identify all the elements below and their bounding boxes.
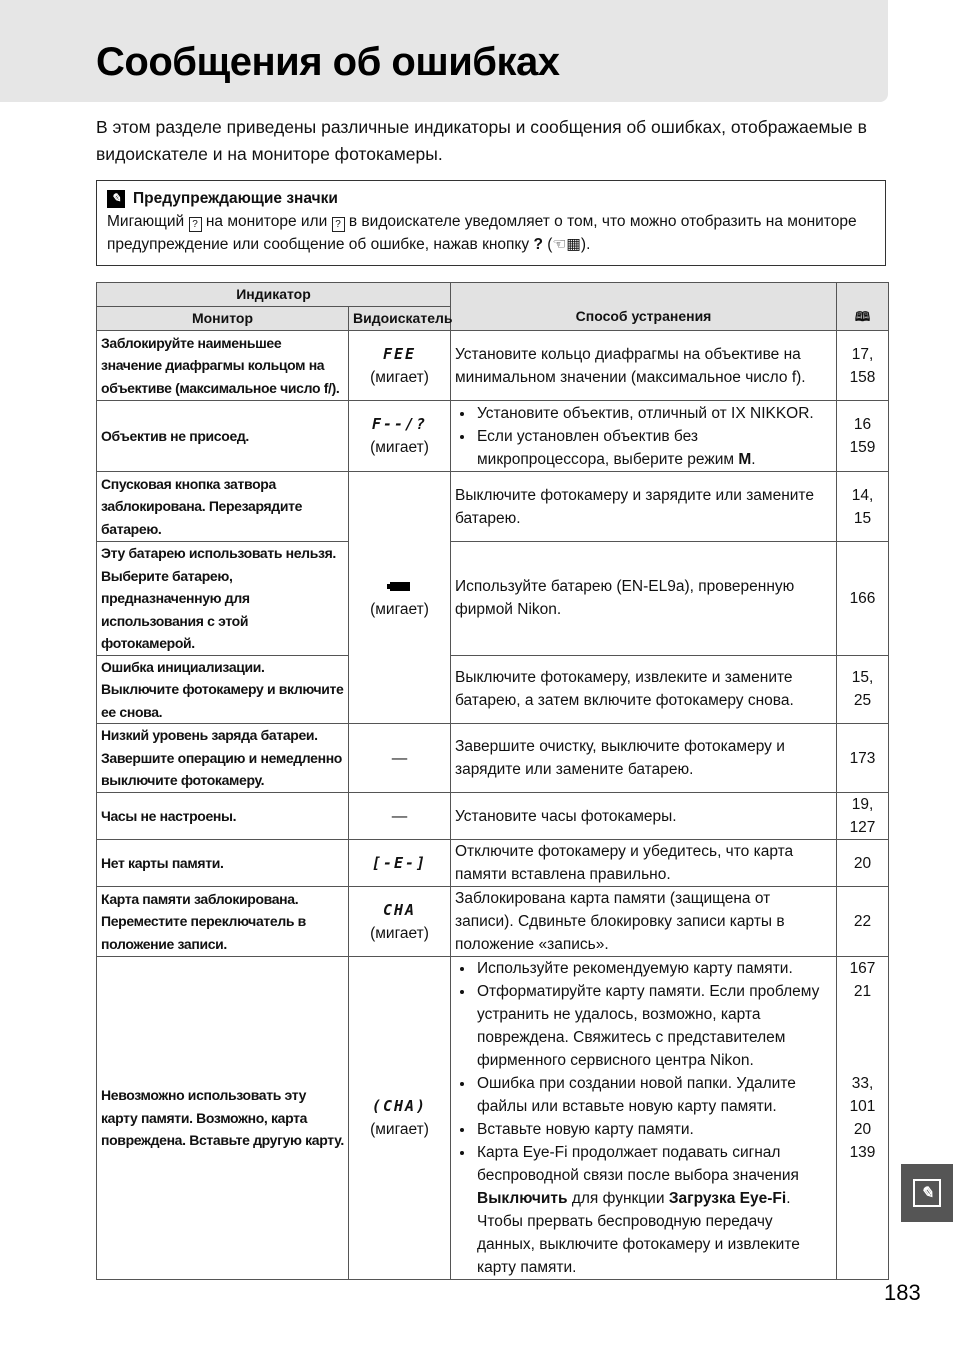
help-icon: ? [332,217,345,232]
fix-text: Отключите фотокамеру и убедитесь, что карта памяти вставлена правильно. [451,840,837,887]
pencil-note-icon: ✎ [107,190,125,208]
page-ref: 20 [837,840,889,887]
error-table [96,282,889,1280]
table-row [97,957,889,1280]
page-ref: 19, 127 [837,793,889,840]
viewfinder-indicator [349,472,451,724]
monitor-message: Карта памяти заблокирована. Переместите переключатель в положение записи. [97,887,349,957]
blinking-note: (мигает) [370,439,429,456]
viewfinder-indicator [349,887,451,957]
help-icon: ? [189,217,202,232]
fix-item: • Вставьте новую карту памяти. [475,1118,832,1141]
viewfinder-indicator [349,840,451,887]
note-text [107,210,875,256]
viewfinder-code: FEE [382,344,417,363]
fix-item-text: Карта Eye-Fi продолжает подавать сигнал беспроводной связи после выбора значения [477,1144,799,1184]
table-row [97,542,889,656]
page-ref: 16 159 [837,401,889,472]
fix-item [475,1141,832,1279]
page-ref: 22 [837,887,889,957]
fix-text: Выключите фотокамеру, извлеките и замените батарею, а затем включите фотокамеру снова. [451,655,837,724]
menu-function: Загрузка Eye-Fi [668,1190,787,1207]
monitor-message: Часы не настроены. [97,793,349,840]
blinking-note: (мигает) [370,368,429,386]
fix-text: Завершите очистку, выключите фотокамеру и зарядите или замените батарею. [451,724,837,793]
blinking-note: (мигает) [370,924,429,942]
fix-text: Установите кольцо диафрагмы на объективе на минимальном значении (максимальное число f). [451,331,837,401]
monitor-message: Невозможно использовать эту карту памяти. Возможно, карта повреждена. Вставьте другую карту. [97,957,349,1280]
battery-icon [390,582,410,591]
note-text-part: на мониторе или [205,213,328,230]
page-ref: 17, 158 [837,331,889,401]
table-row [97,655,889,724]
fix-item: • Отформатируйте карту памяти. Если проблему устранить не удалось, возможно, карта повреждена. Свяжитесь с представителем фирменного сервисного центра Nikon. [475,980,832,1072]
fix-item-text: . Чтобы прервать беспроводную передачу данных, выключите фотокамеру и извлеките карту памяти. [477,1190,800,1276]
viewfinder-indicator [349,401,451,472]
book-icon: 🕮 [854,309,871,324]
blinking-note: (мигает) [370,1121,429,1138]
note-heading: Предупреждающие значки [133,190,338,207]
viewfinder-code: F--/? [371,415,428,433]
fix-text: Выключите фотокамеру и зарядите или замените батарею. [451,472,837,542]
intro-text: В этом разделе приведены различные индикаторы и сообщения об ошибках, отображаемые в видоискателе и на мониторе фотокамеры. [96,117,867,164]
fix-item: • Используйте рекомендуемую карту памяти. [475,957,832,980]
monitor-message: Нет карты памяти. [97,840,349,887]
viewfinder-indicator [349,331,451,401]
page-ref: 173 [837,724,889,793]
note-icon: ✎ [913,1179,941,1207]
fix-text: Используйте батарею (EN-EL9a), проверенную фирмой Nikon. [451,542,837,656]
monitor-message: Ошибка инициализации. Выключите фотокамеру и включите ее снова. [97,655,349,724]
table-row [97,724,889,793]
viewfinder-code: [-E-] [371,853,428,872]
section-tab [901,1164,953,1222]
table-row [97,472,889,542]
monitor-message: Объектив не присоед. [97,401,349,472]
fix-item: • Ошибка при создании новой папки. Удалите файлы или вставьте новую карту памяти. [475,1072,832,1118]
note-text-part: в видоискателе уведомляет о том, что можно отобразить на мониторе предупреждение или сообщение об ошибке, нажав кнопку [107,213,857,253]
note-heading-row [107,187,875,210]
monitor-message: Эту батарею использовать нельзя. Выберите батарею, предназначенную для использования с этой фотокамерой. [97,542,349,656]
page-ref: 167 21 33, 101 20 139 [837,957,889,1280]
page-number: 183 [884,1280,921,1305]
header-viewfinder: Видоискатель [349,307,451,331]
fix-text: Установите часы фотокамеры. [451,793,837,840]
blinking-note: (мигает) [370,600,429,618]
viewfinder-indicator: — [349,793,451,840]
table-row [97,793,889,840]
viewfinder-indicator [349,957,451,1280]
fix-item-text: для функции [571,1190,665,1207]
header-indicator: Индикатор [97,283,451,307]
page-ref: 166 [837,542,889,656]
fix-text [451,957,837,1280]
mode-label: M [738,450,752,468]
table-row [97,840,889,887]
monitor-message: Спусковая кнопка затвора заблокирована. Перезарядите батарею. [97,472,349,542]
fix-item: • Если установлен объектив без микропроцессора, выберите режим M. [475,425,832,471]
page-ref: 14, 15 [837,472,889,542]
table-row [97,887,889,957]
page-title: Сообщения об ошибках [96,40,560,84]
header-monitor: Монитор [97,307,349,331]
note-text-part: Мигающий [107,213,185,230]
header-page-icon [837,283,889,331]
table-row [97,331,889,401]
fix-item-text: Если установлен объектив без микропроцессора, выберите режим [477,427,735,468]
monitor-message: Заблокируйте наименьшее значение диафрагмы кольцом на объективе (максимальное число f/). [97,331,349,401]
fix-text: Заблокирована карта памяти (защищена от записи). Сдвиньте блокировку записи карты в положение «запись». [451,887,837,957]
warning-note-box [96,180,886,266]
help-button-symbol: ? [533,236,543,253]
monitor-message: Низкий уровень заряда батареи. Завершите операцию и немедленно выключите фотокамеру. [97,724,349,793]
fix-item: • Установите объектив, отличный от IX NIKKOR. [475,402,832,425]
page-ref: 15, 25 [837,655,889,724]
viewfinder-indicator: — [349,724,451,793]
viewfinder-code: (CHA) [371,1097,428,1115]
note-page-ref: (☜▦). [547,236,591,253]
menu-value: Выключить [477,1190,568,1207]
fix-text [451,401,837,472]
table-row [97,401,889,472]
viewfinder-code: CHA [382,900,417,919]
header-fix: Способ устранения [451,283,837,331]
